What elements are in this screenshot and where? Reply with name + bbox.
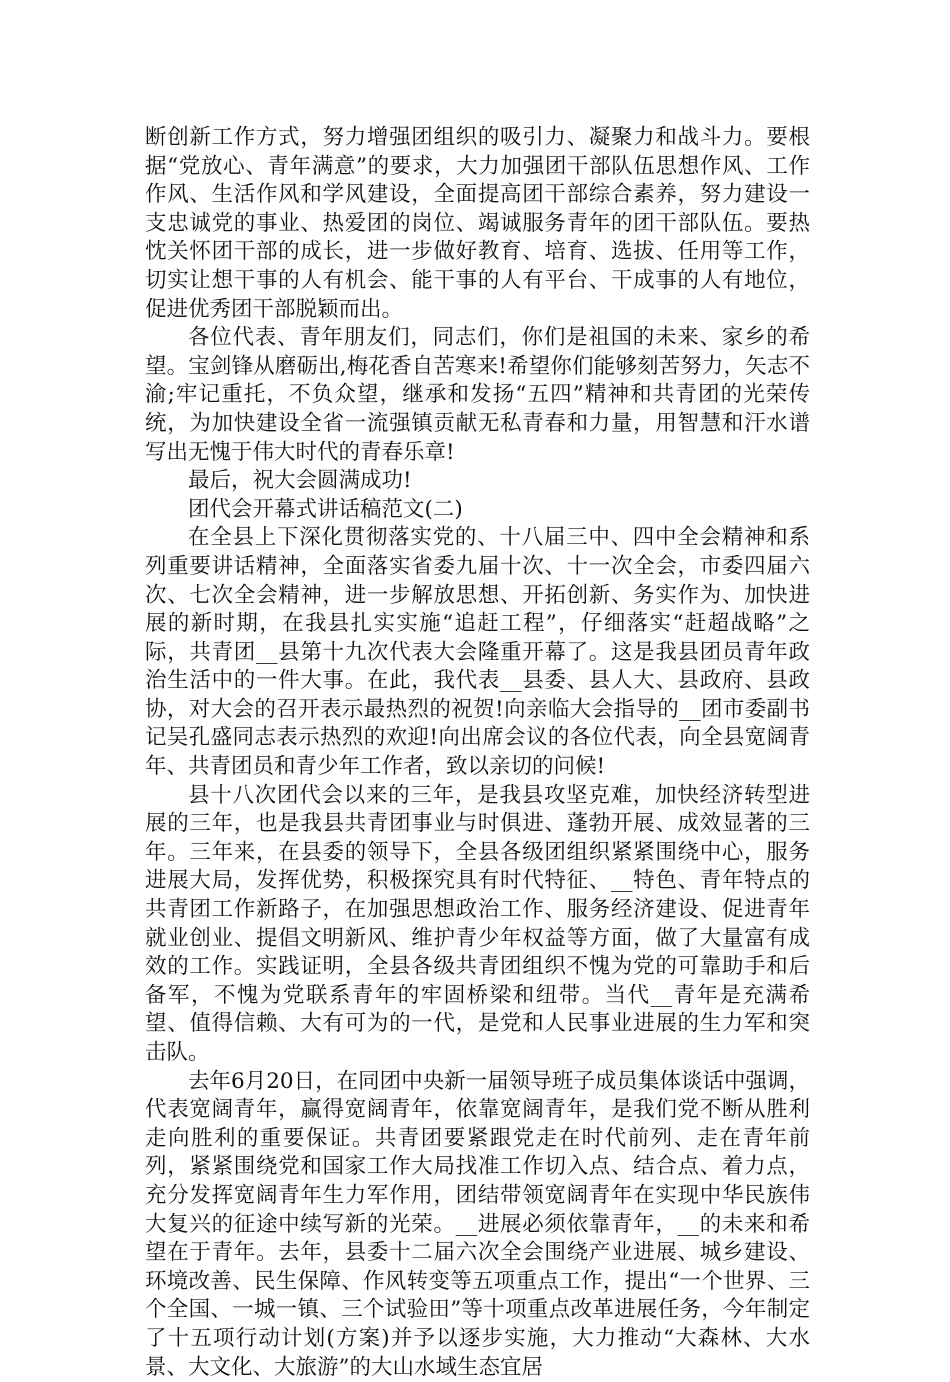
- paragraph-closing-wish: 最后，祝大会圆满成功!: [188, 468, 412, 494]
- paragraph-5: 在全县上下深化贯彻落实党的、十八届三中、四中全会精神和系列重要讲话精神，全面落实省委九届十次、十一次全会，市委四届六次、七次全会精神，进一步解放思想、开拓创新、务实作为、加快进展的新时期，在我县扎实实施“追赶工程”，仔细落实“赶超战略”之际，共青团__县第十九次代表大会隆重开幕了。这是我县团员青年政治生活中的一件大事。在此，我代表__县委、县人大、县政府、县政协，对大会的召开表示最热烈的祝贺!向亲临大会指导的__团市委副书记吴孔盛同志表示热烈的欢迎!向出席会议的各位代表，向全县宽阔青年、共青团员和青少年工作者，致以亲切的问候!: [145, 525, 810, 780]
- paragraph-1: 断创新工作方式，努力增强团组织的吸引力、凝聚力和战斗力。要根据“党放心、青年满意”的要求，大力加强团干部队伍思想作风、工作作风、生活作风和学风建设，全面提高团干部综合素养，努力建设一支忠诚党的事业、热爱团的岗位、竭诚服务青年的团干部队伍。要热忱关怀团干部的成长，进一步做好教育、培育、选拔、任用等工作，切实让想干事的人有机会、能干事的人有平台、干成事的人有地位，促进优秀团干部脱颖而出。: [145, 125, 810, 322]
- paragraph-2: 各位代表、青年朋友们，同志们，你们是祖国的未来、家乡的希望。宝剑锋从磨砺出,梅花香自苦寒来!希望你们能够刻苦努力，矢志不渝;牢记重托，不负众望，继承和发扬“五四”精神和共青团的光荣传统，为加快建设全省一流强镇贡献无私青春和力量，用智慧和汗水谱写出无愧于伟大时代的青春乐章!: [145, 325, 810, 465]
- paragraph-7: 去年6月20日，在同团中央新一届领导班子成员集体谈话中强调，代表宽阔青年，赢得宽阔青年，依靠宽阔青年，是我们党不断从胜利走向胜利的重要保证。共青团要紧跟党走在时代前列、走在青年前列，紧紧围绕党和国家工作大局找准工作切入点、结合点、着力点，充分发挥宽阔青年生力军作用，团结带领宽阔青年在实现中华民族伟大复兴的征途中续写新的光荣。__进展必须依靠青年，__的未来和希望在于青年。去年，县委十二届六次全会围绕产业进展、城乡建设、环境改善、民生保障、作风转变等五项重点工作，提出“一个世界、三个全国、一城一镇、三个试验田”等十项重点改革进展任务，今年制定了十五项行动计划(方案)并予以逐步实施，大力推动“大森林、大水景、大文化、大旅游”的大山水域生态宜居: [145, 1068, 810, 1380]
- paragraph-6: 县十八次团代会以来的三年，是我县攻坚克难，加快经济转型进展的三年，也是我县共青团事业与时俱进、蓬勃开展、成效显著的三年。三年来，在县委的领导下，全县各级团组织紧紧围绕中心，服务进展大局，发挥优势，积极探究具有时代特征、__特色、青年特点的共青团工作新路子，在加强思想政治工作、服务经济建设、促进青年就业创业、提倡文明新风、维护青少年权益等方面，做了大量富有成效的工作。实践证明，全县各级共青团组织不愧为党的可靠助手和后备军，不愧为党联系青年的牢固桥梁和纽带。当代__青年是充满希望、值得信赖、大有可为的一代，是党和人民事业进展的生力军和突击队。: [145, 782, 810, 1065]
- section-title: 团代会开幕式讲话稿范文(二): [188, 496, 463, 522]
- document-body: [145, 124, 810, 1382]
